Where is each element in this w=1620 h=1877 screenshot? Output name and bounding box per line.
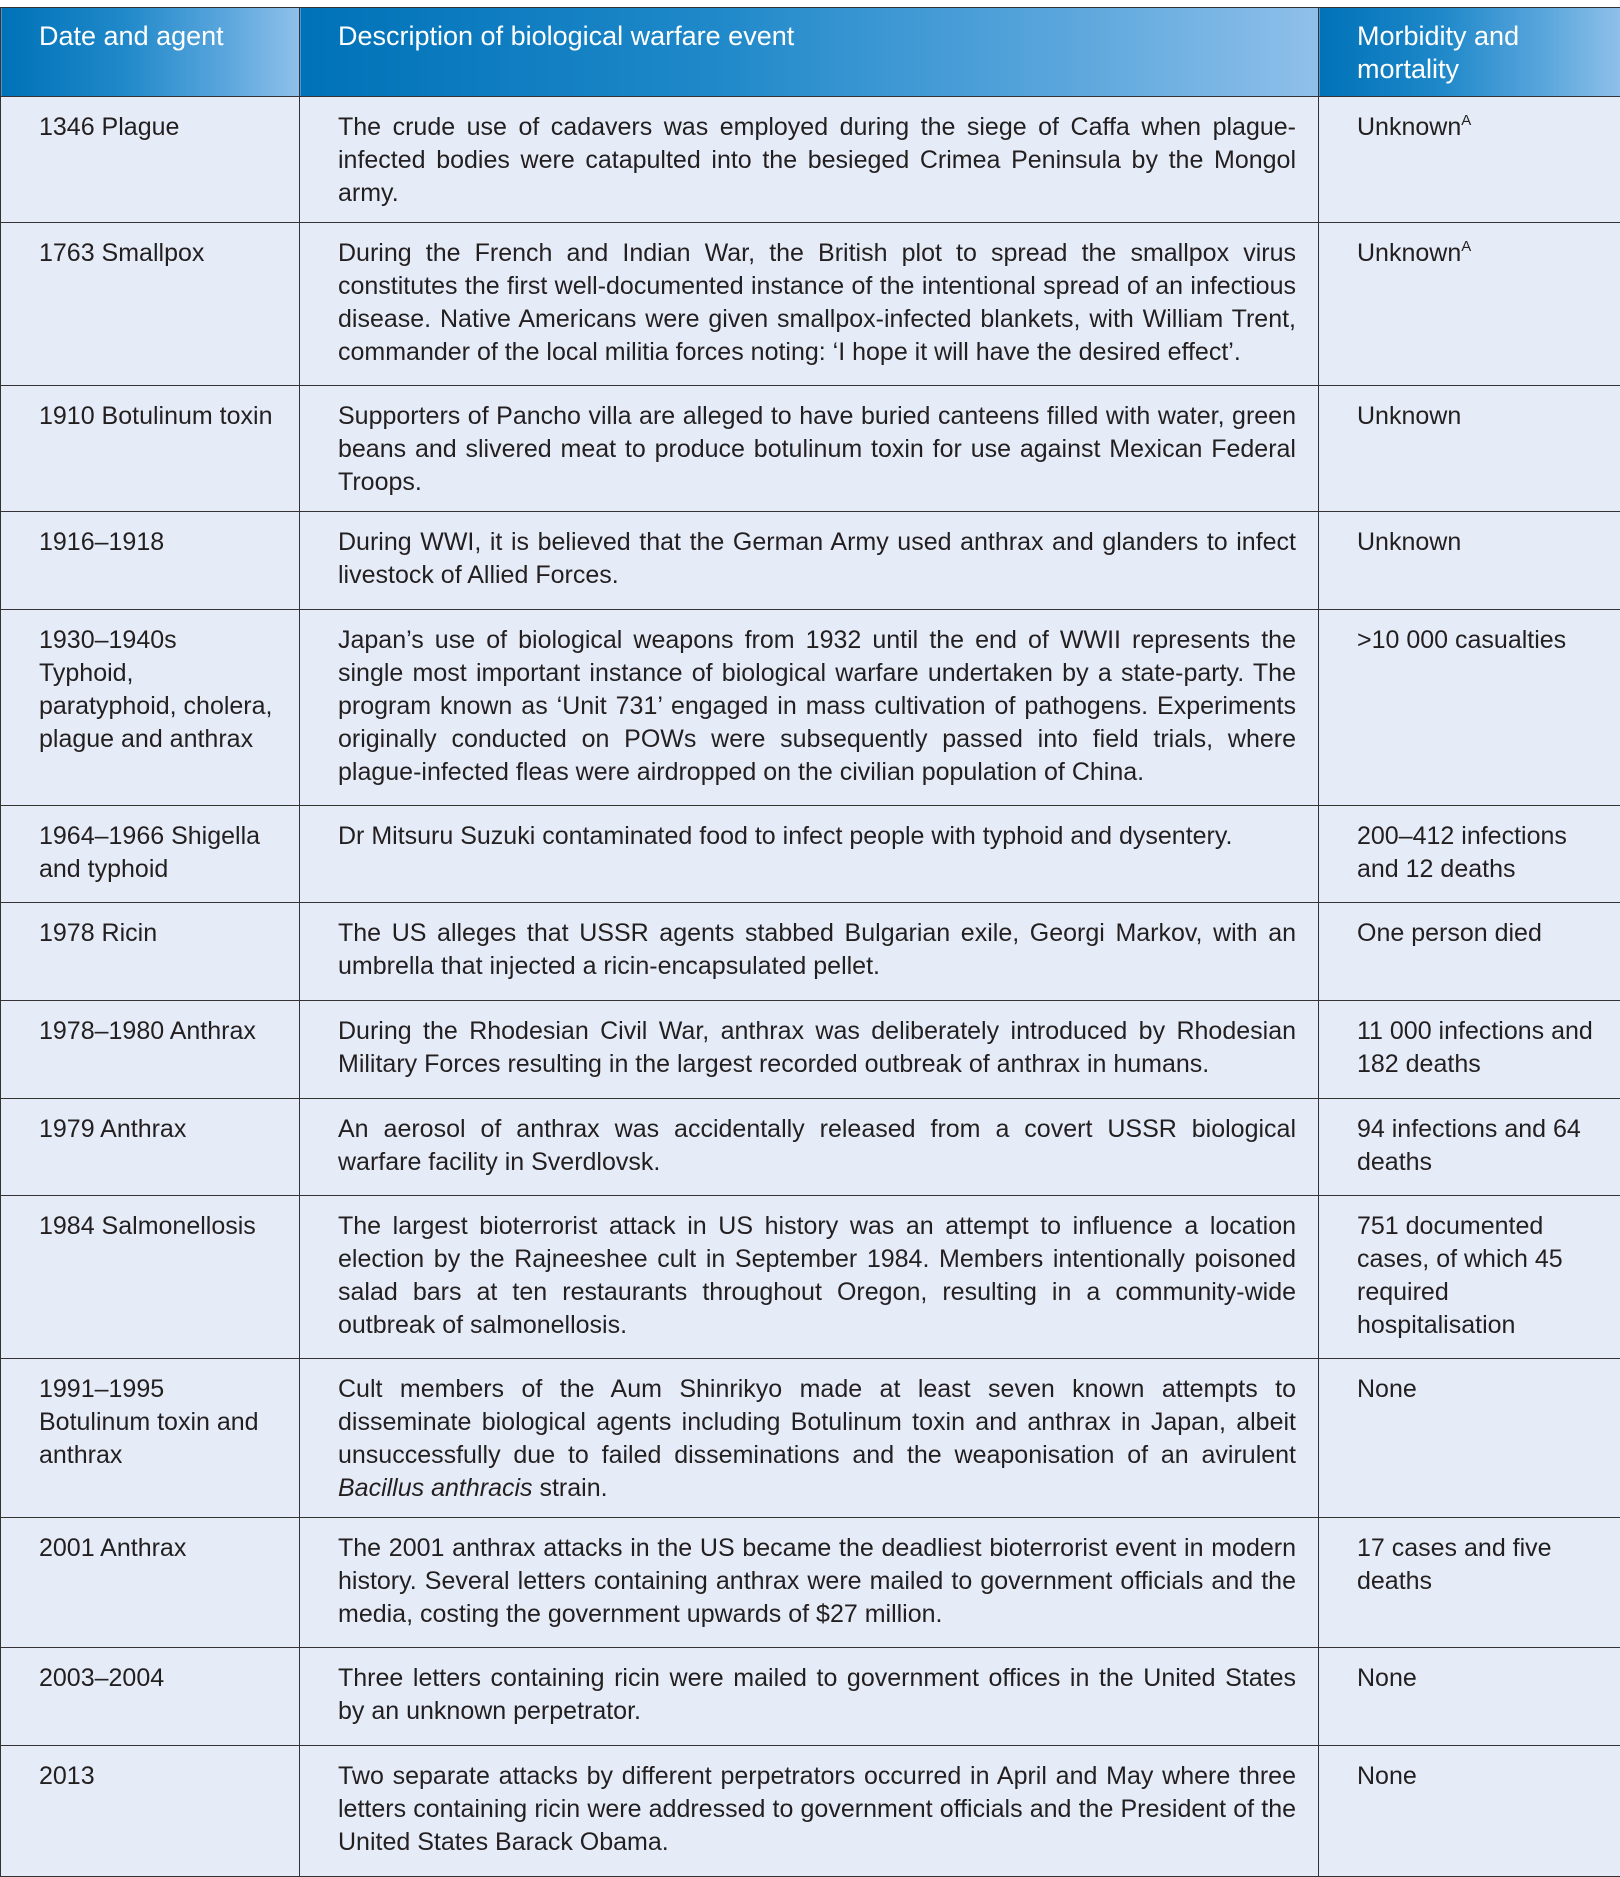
header-row — [1, 8, 1620, 97]
morbidity-cell — [1319, 97, 1620, 223]
table-row — [1, 1196, 1620, 1359]
morbidity-cell — [1319, 223, 1620, 386]
footnote-marker: A — [1461, 238, 1471, 255]
description-text: Cult members of the Aum Shinrikyo made at least seven known attempts to disseminate biological agents including Botulinum toxin and anthrax in Japan, albeit unsuccessfully due to failed disseminations and the weaponisation of an avirulent — [338, 1375, 1296, 1469]
table-row — [1, 386, 1620, 512]
morbidity-cell: Unknown — [1319, 512, 1620, 610]
header-morbidity-mortality: Morbidity and mortality — [1319, 8, 1620, 97]
morbidity-text: Unknown — [1357, 113, 1461, 141]
description-text-end: strain. — [533, 1474, 608, 1502]
species-name-italic: Bacillus anthracis — [338, 1474, 533, 1502]
date-agent-cell: 1964–1966 Shigella and typhoid — [1, 806, 300, 903]
table-row — [1, 1648, 1620, 1746]
date-agent-cell: 1763 Smallpox — [1, 223, 300, 386]
date-agent-cell: 1978–1980 Anthrax — [1, 1001, 300, 1099]
table-body — [1, 97, 1620, 1877]
morbidity-cell: Unknown — [1319, 386, 1620, 512]
table-row — [1, 1518, 1620, 1648]
description-cell: Three letters containing ricin were mailed to government offices in the United States by an unknown perpetrator. — [300, 1648, 1319, 1746]
date-agent-cell: 2001 Anthrax — [1, 1518, 300, 1648]
description-cell — [300, 1359, 1319, 1518]
description-cell: Supporters of Pancho villa are alleged to have buried canteens filled with water, green beans and slivered meat to produce botulinum toxin for use against Mexican Federal Troops. — [300, 386, 1319, 512]
date-agent-cell: 1984 Salmonellosis — [1, 1196, 300, 1359]
table-row — [1, 1099, 1620, 1196]
morbidity-cell: One person died — [1319, 903, 1620, 1001]
table-row — [1, 1001, 1620, 1099]
description-cell: During the French and Indian War, the British plot to spread the smallpox virus constitutes the first well-documented instance of the intentional spread of an infectious disease. Native Americans were given smallpox-infected blankets, with William Trent, commander of the local militia forces noting: ‘I hope it will have the desired effect’. — [300, 223, 1319, 386]
table-row — [1, 97, 1620, 223]
description-cell: Two separate attacks by different perpetrators occurred in April and May where three letters containing ricin were addressed to government officials and the President of the United States Barack Obama. — [300, 1746, 1319, 1877]
morbidity-cell: 200–412 infections and 12 deaths — [1319, 806, 1620, 903]
morbidity-cell: 751 documented cases, of which 45 required hospitalisation — [1319, 1196, 1620, 1359]
table-row — [1, 1746, 1620, 1877]
morbidity-text: Unknown — [1357, 239, 1461, 267]
description-cell: The US alleges that USSR agents stabbed Bulgarian exile, Georgi Markov, with an umbrella that injected a ricin-encapsulated pellet. — [300, 903, 1319, 1001]
table-row — [1, 512, 1620, 610]
date-agent-cell: 1978 Ricin — [1, 903, 300, 1001]
header-description: Description of biological warfare event — [300, 8, 1319, 97]
table-row — [1, 610, 1620, 806]
date-agent-cell: 1346 Plague — [1, 97, 300, 223]
morbidity-cell: 11 000 infections and 182 deaths — [1319, 1001, 1620, 1099]
morbidity-cell: None — [1319, 1359, 1620, 1518]
description-cell: The crude use of cadavers was employed during the siege of Caffa when plague-infected bodies were catapulted into the besieged Crimea Peninsula by the Mongol army. — [300, 97, 1319, 223]
table-row — [1, 806, 1620, 903]
description-cell: The largest bioterrorist attack in US history was an attempt to influence a location election by the Rajneeshee cult in September 1984. Members intentionally poisoned salad bars at ten restaurants throughout Oregon, resulting in a community-wide outbreak of salmonellosis. — [300, 1196, 1319, 1359]
morbidity-cell: None — [1319, 1746, 1620, 1877]
table-row — [1, 1359, 1620, 1518]
header-date-agent: Date and agent — [1, 8, 300, 97]
description-cell: During WWI, it is believed that the German Army used anthrax and glanders to infect livestock of Allied Forces. — [300, 512, 1319, 610]
footnote-marker: A — [1461, 112, 1471, 129]
date-agent-cell: 1979 Anthrax — [1, 1099, 300, 1196]
date-agent-cell: 2003–2004 — [1, 1648, 300, 1746]
description-cell: Japan’s use of biological weapons from 1932 until the end of WWII represents the single most important instance of biological warfare undertaken by a state-party. The program known as ‘Unit 731’ engaged in mass cultivation of pathogens. Experiments originally conducted on POWs were subsequently passed into field trials, where plague-infected fleas were airdropped on the civilian population of China. — [300, 610, 1319, 806]
table-row — [1, 223, 1620, 386]
description-cell: Dr Mitsuru Suzuki contaminated food to infect people with typhoid and dysentery. — [300, 806, 1319, 903]
morbidity-cell: >10 000 casualties — [1319, 610, 1620, 806]
date-agent-cell: 1930–1940s Typhoid, paratyphoid, cholera, plague and anthrax — [1, 610, 300, 806]
date-agent-cell: 2013 — [1, 1746, 300, 1877]
date-agent-cell: 1991–1995 Botulinum toxin and anthrax — [1, 1359, 300, 1518]
biological-warfare-table — [0, 7, 1620, 1877]
date-agent-cell: 1910 Botulinum toxin — [1, 386, 300, 512]
description-cell: During the Rhodesian Civil War, anthrax was deliberately introduced by Rhodesian Military Forces resulting in the largest recorded outbreak of anthrax in humans. — [300, 1001, 1319, 1099]
morbidity-cell: None — [1319, 1648, 1620, 1746]
description-cell: An aerosol of anthrax was accidentally released from a covert USSR biological warfare facility in Sverdlovsk. — [300, 1099, 1319, 1196]
morbidity-cell: 17 cases and five deaths — [1319, 1518, 1620, 1648]
biological-warfare-table-container — [0, 7, 1620, 1877]
table-header — [1, 8, 1620, 97]
description-cell: The 2001 anthrax attacks in the US became the deadliest bioterrorist event in modern history. Several letters containing anthrax were mailed to government officials and the media, costing the government upwards of $27 million. — [300, 1518, 1319, 1648]
table-row — [1, 903, 1620, 1001]
morbidity-cell: 94 infections and 64 deaths — [1319, 1099, 1620, 1196]
date-agent-cell: 1916–1918 — [1, 512, 300, 610]
